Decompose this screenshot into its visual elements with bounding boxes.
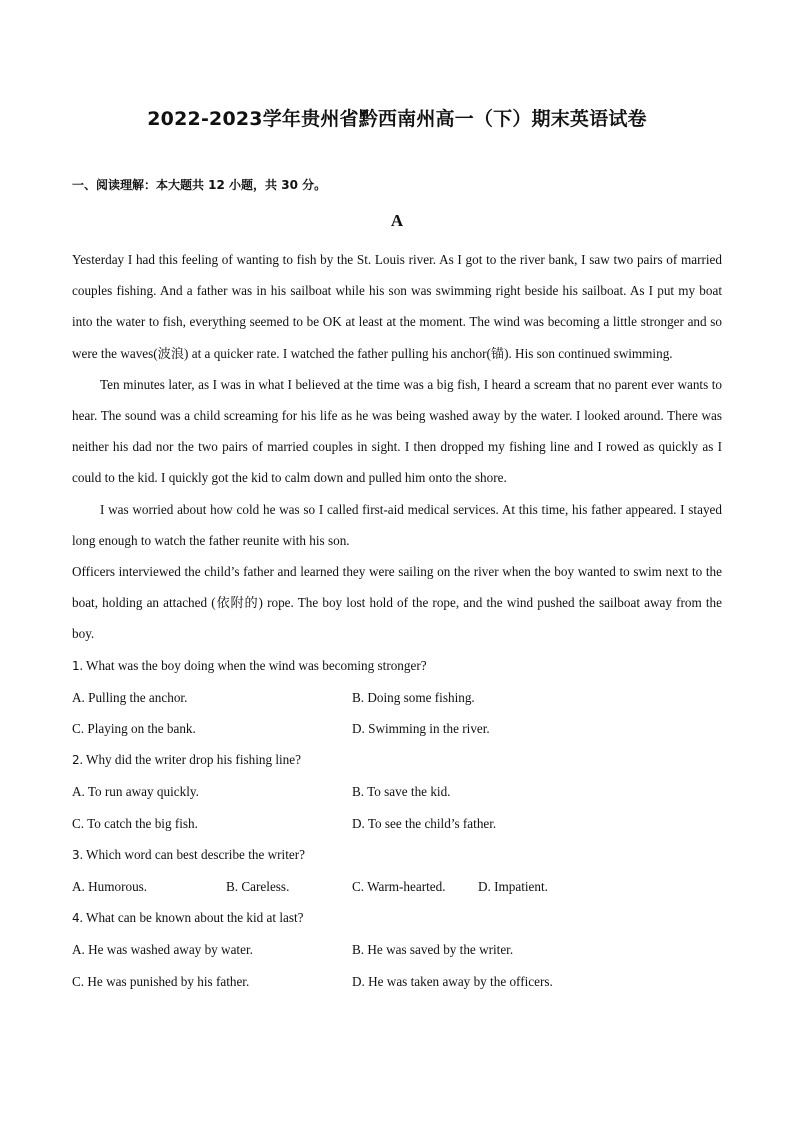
question-text: . What was the boy doing when the wind was becoming stronger? [79,657,427,673]
option-row [72,682,722,713]
question-text: . Which word can best describe the writer? [79,846,305,862]
question-text: . What can be known about the kid at last? [79,910,304,926]
passage-label: A [390,211,404,230]
option-row [72,871,722,902]
option: A. Humorous. [72,879,148,895]
option-row [72,776,722,807]
option: B. To save the kid. [352,784,451,800]
option: A. Pulling the anchor. [72,689,188,705]
option: A. To run away quickly. [72,784,199,800]
question [72,650,722,682]
paragraph: Officers interviewed the child’s father and learned they were sailing on the river when the boy wanted to swim next to the boat, holding an attached (依附的) rope. The boy lost hold of the rope, and the wind pushed the sailboat away from the boy. [72,564,722,642]
paragraph: I was worried about how cold he was so I called first-aid medical services. At this time, his father appeared. I stayed long enough to watch the father reunite with his son. [72,501,722,548]
question [72,744,722,776]
option: B. Careless. [226,879,290,895]
question [72,839,722,871]
question [72,902,722,934]
passage-body [72,244,722,997]
question-number: 4 [72,911,80,926]
page-title: 2022-2023学年贵州省黔西南州高一（下）期末英语试卷 [147,108,647,130]
question-text: . Why did the writer drop his fishing line? [79,752,301,768]
option: C. To catch the big fish. [72,815,198,831]
option: D. He was taken away by the officers. [352,973,553,989]
option: C. He was punished by his father. [72,973,250,989]
option-row [72,966,722,997]
question-number: 1 [72,658,80,673]
option-row [72,808,722,839]
option: C. Warm-hearted. [352,879,446,895]
option: D. To see the child’s father. [352,815,497,831]
option: B. He was saved by the writer. [352,942,514,958]
option: C. Playing on the bank. [72,721,196,737]
paragraph: Yesterday I had this feeling of wanting to fish by the St. Louis river. As I got to the river bank, I saw two pairs of married couples fishing. And a father was in his sailboat while his son was swimming right beside his sailboat. As I put my boat into the water to fish, everything seemed to be OK at least at the moment. The wind was becoming a little stronger and so were the waves(波浪) at a quicker rate. I watched the father pulling his anchor(锚). His son continued swimming. [72,252,722,361]
option: A. He was washed away by water. [72,942,253,958]
option: D. Impatient. [478,879,548,895]
paragraph: Ten minutes later, as I was in what I believed at the time was a big fish, I heard a scream that no parent ever wants to hear. The sound was a child screaming for his life as he was being washed away by the water. I looked around. There was neither his dad nor the two pairs of married couples in sight. I then dropped my fishing line and I rowed as quickly as I could to the kid. I quickly got the kid to calm down and pulled him onto the shore. [72,376,722,486]
section-heading: 一、阅读理解：本大题共 12 小题，共 30 分。 [72,178,327,192]
option-row [72,713,722,744]
option: D. Swimming in the river. [352,721,490,737]
option-row [72,934,722,965]
question-number: 3 [72,847,80,862]
option: B. Doing some fishing. [352,689,475,705]
question-number: 2 [72,753,80,768]
